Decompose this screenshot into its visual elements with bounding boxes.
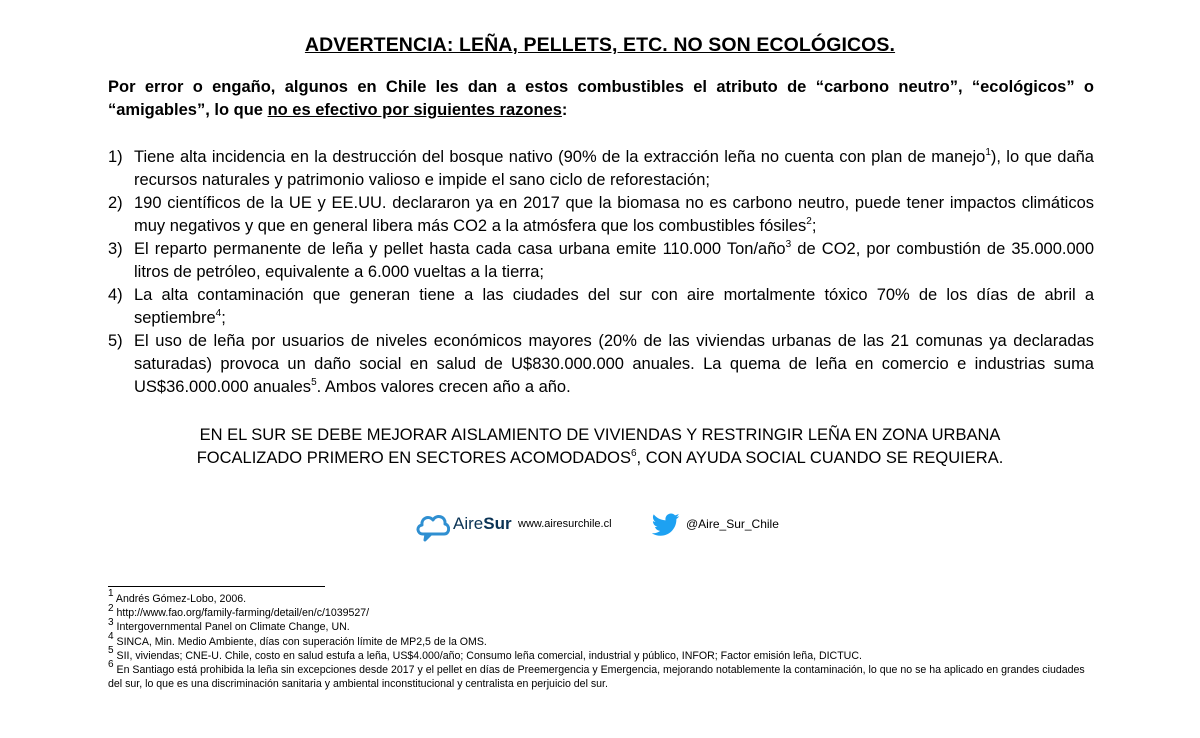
closing-line-1: EN EL SUR SE DEBE MEJORAR AISLAMIENTO DE VIVIENDAS Y RESTRINGIR LEÑA EN ZONA URBANA	[199, 426, 1001, 444]
brand-website[interactable]: www.airesurchile.cl	[518, 518, 612, 530]
intro-underlined: no es efectivo por siguientes razones	[267, 101, 562, 119]
footnote: $^1$ Andrés Gómez-Lobo, 2006.	[108, 588, 247, 605]
footnote: $^3$ Intergovernmental Panel on Climate Change, UN.	[108, 616, 350, 634]
intro-paragraph	[108, 76, 1094, 122]
closing-line-2: FOCALIZADO PRIMERO EN SECTORES ACOMODADOS$^6$, CON AYUDA SOCIAL CUANDO SE REQUIERA.	[196, 447, 1004, 467]
footnote: $^5$ SII, viviendas; CNE-U. Chile, costo en salud estufa a leña, US$4.000/año; Consumo leña comercial, industrial y público, INFOR; Factor emisión leña, DICTUC.	[108, 645, 862, 662]
reason-number: 4)	[108, 286, 123, 304]
footnote-ref: 5	[311, 376, 317, 388]
footnote-ref: 1	[985, 146, 991, 158]
footnote-ref: 2	[806, 215, 812, 227]
footnote: $^2$ http://www.fao.org/family-farming/detail/en/c/1039527/	[108, 602, 370, 620]
footnote-ref: 4	[215, 307, 222, 319]
twitter-bird-icon	[652, 513, 680, 537]
brand-name: AireSur	[453, 514, 512, 533]
cloud-logo-icon	[414, 509, 450, 543]
footnote-ref: 3	[785, 238, 792, 250]
twitter-handle[interactable]: @Aire_Sur_Chile	[686, 517, 779, 531]
reason-number: 2)	[108, 194, 123, 212]
footnote-divider	[108, 586, 325, 587]
page-title: ADVERTENCIA: LEÑA, PELLETS, ETC. NO SON ECOLÓGICOS.	[304, 34, 896, 56]
brand-footer	[414, 508, 794, 544]
reason-item: 3) El reparto permanente de leña y pellet hasta cada casa urbana emite 110.000 Ton/año$^3$ de CO2, por combustión de 35.000.000 litros de petróleo, equivalente a 6.000 vueltas a la tierra;	[108, 238, 1094, 281]
intro-end: :	[561, 101, 568, 119]
reason-item: 1) Tiene alta incidencia en la destrucción del bosque nativo (90% de la extracción leña no cuenta con plan de manejo$^1$), lo que daña recursos naturales y patrimonio valioso e impide el sano ciclo de reforestación;	[108, 146, 1094, 189]
footnote-ref: 6	[630, 447, 637, 459]
footnotes	[108, 588, 1094, 691]
reason-number: 5)	[108, 332, 123, 350]
reason-number: 1)	[108, 148, 123, 166]
footnote: $^6$ En Santiago está prohibida la leña sin excepciones desde 2017 y el pellet en días de Preemergencia y Emergencia, mejorando notablemente la contaminación, lo que no se ha aplicado en grandes ciudades del sur, lo que es una discriminación sanitaria y ambiental inconstitucional y centralista en perjuicio del sur.	[108, 659, 1085, 691]
intro-text: Por error o engaño, algunos en Chile les dan a estos combustibles el atributo de “carbono neutro”, “ecológicos” o “amigables”, lo que	[108, 78, 1094, 119]
reason-item: 2) 190 científicos de la UE y EE.UU. declararon ya en 2017 que la biomasa no es carbono neutro, puede tener impactos climáticos muy negativos y que en general libera más CO2 a la atmósfera que los combustibles fósiles$^2$;	[108, 194, 1094, 235]
reason-item: 5) El uso de leña por usuarios de niveles económicos mayores (20% de las viviendas urbanas de las 21 comunas ya declaradas saturadas) provoca un daño social en salud de U$830.000.000 anuales. La quema de leña en comercio e industrias suma US$36.000.000 anuales$^5$. Ambos valores crecen año a año.	[108, 332, 1094, 396]
reason-number: 3)	[108, 240, 123, 258]
reasons-list	[108, 146, 1094, 399]
footnote: $^4$ SINCA, Min. Medio Ambiente, días con superación límite de MP2,5 de la OMS.	[108, 631, 487, 648]
reason-item: 4) La alta contaminación que generan tiene a las ciudades del sur con aire mortalmente tóxico 70% de los días de abril a septiembre$^4$;	[108, 286, 1094, 327]
closing-statement	[0, 424, 1200, 470]
